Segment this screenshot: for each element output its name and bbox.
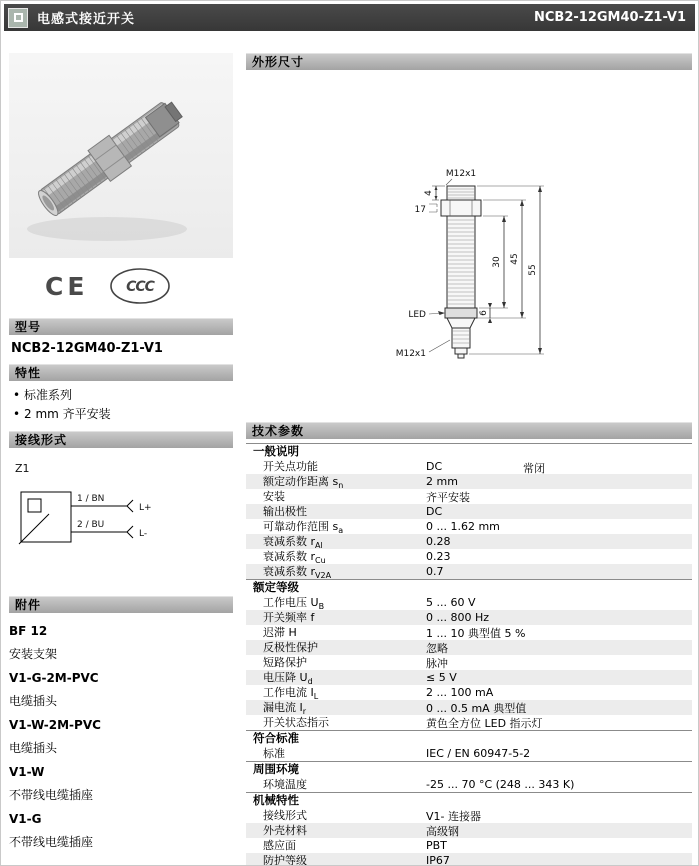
model-value: NCB2-12GM40-Z1-V1 — [11, 341, 163, 356]
product-photo — [9, 53, 233, 258]
svg-text:Z1: Z1 — [15, 462, 30, 475]
spec-value: IP67 — [426, 854, 450, 866]
svg-text:CE: CE — [45, 272, 89, 301]
spec-value: 黄色全方位 LED 指示灯 — [426, 716, 543, 730]
svg-text:55: 55 — [528, 264, 538, 276]
spec-row — [246, 715, 692, 730]
sensor-category-icon — [8, 8, 28, 28]
accessory-name: V1-G — [9, 812, 42, 826]
spec-label: 外壳材料 — [263, 823, 307, 837]
part-number: NCB2-12GM40-Z1-V1 — [534, 10, 686, 25]
spec-value: 脉冲 — [426, 656, 448, 670]
spec-row — [246, 640, 692, 655]
spec-value: DC 常闭 — [426, 460, 545, 475]
spec-section-title: 一般说明 — [253, 444, 299, 458]
dimension-drawing — [246, 70, 692, 422]
spec-row — [246, 610, 692, 625]
svg-text:M12x1: M12x1 — [445, 169, 477, 179]
accessory-name: V1-W — [9, 765, 45, 779]
accessories-list — [9, 613, 233, 850]
spec-row — [246, 670, 692, 685]
spec-value: 忽略 — [426, 641, 448, 655]
spec-label: 衰减系数 $r_{V2A}$ — [263, 564, 332, 581]
sensor-icon — [14, 13, 23, 22]
spec-section-ratings — [246, 579, 692, 730]
accessory-name: V1-W-2M-PVC — [9, 718, 101, 732]
spec-value: IEC / EN 60947-5-2 — [426, 747, 531, 760]
spec-row — [246, 595, 692, 610]
spec-row — [246, 853, 692, 866]
feature-item: • 2 mm 齐平安装 — [9, 405, 233, 424]
spec-section-general — [246, 443, 692, 579]
spec-section-title: 符合标准 — [253, 731, 299, 745]
spec-label: 衰减系数 $r_{Cu}$ — [263, 549, 326, 566]
svg-text:1 / BN: 1 / BN — [77, 494, 105, 504]
spec-row — [246, 504, 692, 519]
spec-value: 齐平安装 — [426, 490, 470, 504]
spec-value: 0 ... 800 Hz — [426, 611, 490, 624]
spec-row — [246, 534, 692, 549]
features-list — [9, 381, 233, 431]
spec-label: 环境温度 — [263, 777, 307, 791]
header-bar — [4, 4, 695, 31]
certification-marks — [9, 264, 233, 308]
spec-row — [246, 564, 692, 579]
spec-label: 标准 — [263, 746, 285, 760]
spec-value: 0.7 — [426, 565, 444, 578]
spec-row — [246, 700, 692, 715]
svg-text:30: 30 — [492, 256, 502, 268]
spec-row — [246, 685, 692, 700]
section-header-connection: 接线形式 — [9, 431, 233, 448]
spec-value: 5 ... 60 V — [426, 596, 476, 609]
svg-text:6: 6 — [479, 310, 489, 316]
spec-row — [246, 474, 692, 489]
svg-text:CCC: CCC — [126, 279, 154, 295]
spec-label: 安装 — [263, 489, 285, 503]
spec-label: 输出极性 — [263, 504, 307, 518]
spec-section-mechanical — [246, 792, 692, 866]
svg-text:L+: L+ — [139, 503, 152, 513]
spec-value: V1- 连接器 — [426, 809, 481, 823]
spec-label: 感应面 — [263, 838, 296, 852]
spec-row — [246, 655, 692, 670]
spec-section-title: 额定等级 — [253, 580, 299, 594]
svg-text:M12x1: M12x1 — [395, 349, 426, 359]
spec-rows — [246, 777, 692, 792]
section-header-accessories: 附件 — [9, 596, 233, 613]
ccc-mark-icon — [109, 267, 171, 305]
spec-row — [246, 808, 692, 823]
spec-row — [246, 746, 692, 761]
svg-text:2 / BU: 2 / BU — [77, 520, 105, 530]
page-title: 电感式接近开关 — [37, 12, 136, 27]
spec-label: 可靠动作范围 $s_a$ — [263, 519, 344, 536]
accessory-desc: 电缆插头 — [9, 694, 58, 708]
ce-mark-icon — [45, 270, 95, 302]
spec-section-standards — [246, 730, 692, 761]
spec-label: 漏电流 $I_r$ — [263, 700, 307, 717]
product-photo-image — [9, 53, 233, 258]
spec-label: 开关点功能 — [263, 459, 318, 473]
spec-value: 2 mm — [426, 475, 458, 488]
spec-rows — [246, 746, 692, 761]
spec-value: 2 ... 100 mA — [426, 686, 494, 699]
spec-row — [246, 777, 692, 792]
spec-value: 0 ... 0.5 mA 典型值 — [426, 701, 527, 715]
spec-label: 防护等级 — [263, 853, 307, 866]
spec-label: 工作电压 $U_B$ — [263, 595, 325, 612]
spec-label: 反极性保护 — [263, 640, 318, 654]
section-header-dimensions: 外形尺寸 — [246, 53, 692, 70]
svg-text:45: 45 — [510, 253, 520, 265]
spec-row — [246, 625, 692, 640]
svg-text:17: 17 — [414, 205, 426, 215]
spec-row — [246, 459, 692, 474]
spec-rows — [246, 808, 692, 866]
spec-value: -25 ... 70 °C (248 ... 343 K) — [426, 778, 575, 791]
accessory-desc: 电缆插头 — [9, 741, 58, 755]
spec-rows — [246, 595, 692, 730]
accessory-desc: 不带线电缆插座 — [9, 788, 94, 802]
left-column — [9, 53, 233, 850]
accessory-name: BF 12 — [9, 624, 48, 638]
spec-row — [246, 519, 692, 534]
dimension-drawing-image — [246, 70, 692, 422]
feature-item: • 标准系列 — [9, 386, 233, 405]
spec-label: 开关频率 f — [263, 610, 315, 624]
svg-text:L-: L- — [139, 529, 148, 539]
spec-label: 电压降 $U_d$ — [263, 670, 313, 687]
section-header-features: 特性 — [9, 364, 233, 381]
spec-value: 高级钢 — [426, 824, 459, 838]
wiring-diagram-image — [9, 456, 224, 572]
spec-label: 迟滞 H — [263, 625, 297, 639]
accessory-name: V1-G-2M-PVC — [9, 671, 99, 685]
spec-row — [246, 489, 692, 504]
spec-value: 0 ... 1.62 mm — [426, 520, 500, 533]
wiring-diagram — [9, 456, 233, 576]
spec-rows — [246, 459, 692, 579]
spec-value: DC — [426, 505, 443, 518]
section-header-tech: 技术参数 — [246, 422, 692, 439]
spec-section-title: 机械特性 — [253, 793, 299, 807]
spec-row — [246, 549, 692, 564]
right-column — [246, 53, 692, 866]
spec-label: 衰减系数 $r_{Al}$ — [263, 534, 323, 551]
spec-label: 开关状态指示 — [263, 715, 329, 729]
spec-label: 短路保护 — [263, 655, 307, 669]
spec-label: 接线形式 — [263, 808, 307, 822]
section-header-model: 型号 — [9, 318, 233, 335]
spec-table — [246, 443, 692, 866]
spec-label: 额定动作距离 $s_n$ — [263, 474, 344, 491]
spec-row — [246, 838, 692, 853]
spec-value: 0.23 — [426, 550, 451, 563]
accessory-desc: 安装支架 — [9, 647, 58, 661]
spec-row — [246, 823, 692, 838]
svg-text:4: 4 — [424, 190, 434, 196]
spec-label: 工作电流 $I_L$ — [263, 685, 319, 702]
spec-value: 0.28 — [426, 535, 451, 548]
spec-value: 1 ... 10 典型值 5 % — [426, 626, 526, 640]
spec-value: ≤ 5 V — [426, 671, 457, 684]
svg-text:LED: LED — [408, 310, 426, 320]
spec-value: PBT — [426, 839, 447, 852]
spec-section-environment — [246, 761, 692, 792]
spec-section-title: 周围环境 — [253, 762, 299, 776]
accessory-desc: 不带线电缆插座 — [9, 835, 94, 849]
